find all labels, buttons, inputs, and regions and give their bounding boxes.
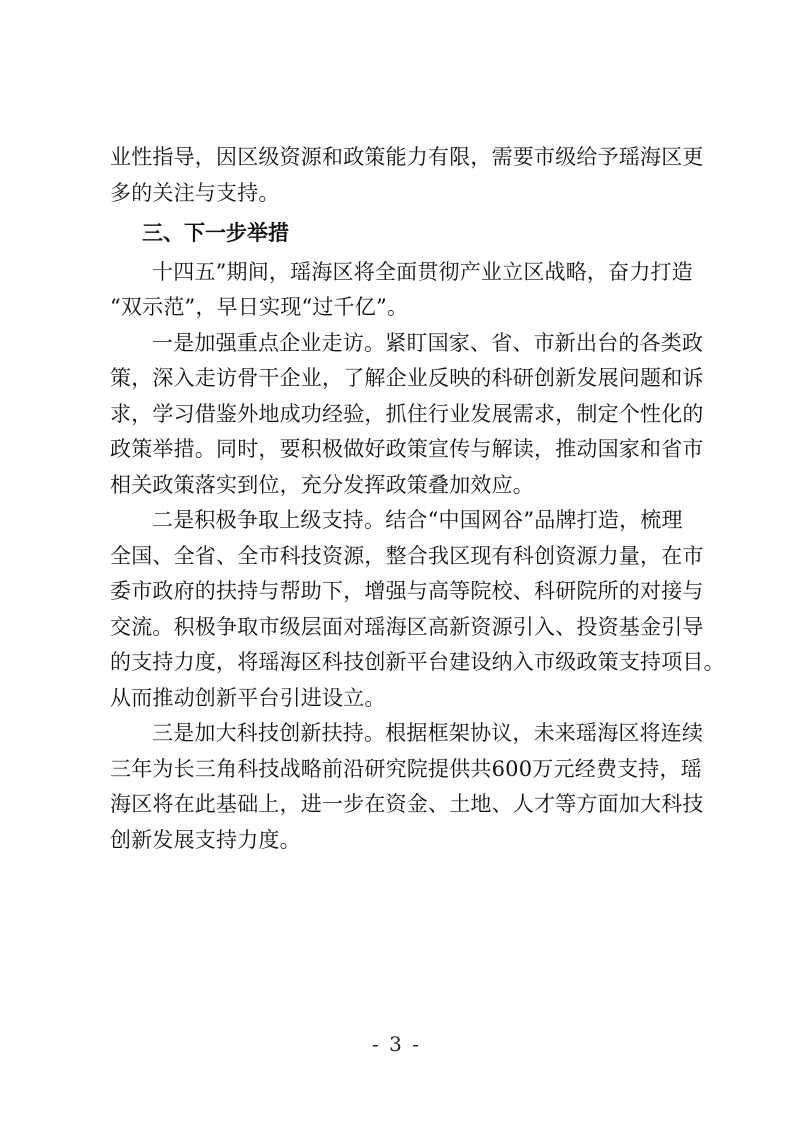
page-number: - 3 - bbox=[372, 1032, 421, 1056]
text-line: 相关政策落实到位，充分发挥政策叠加效应。 bbox=[110, 472, 534, 497]
text-line: 十四五”期间，瑶海区将全面贯彻产业立区战略，奋力打造 bbox=[152, 259, 693, 284]
paragraph bbox=[110, 140, 710, 211]
paragraph bbox=[110, 326, 710, 504]
text-line: 从而推动创新平台引进设立。 bbox=[110, 685, 386, 710]
text-line: 策，深入走访骨干企业，了解企业反映的科研创新发展问题和诉 bbox=[110, 366, 704, 390]
text-line: 全国、全省、全市科技资源，整合我区现有科创资源力量，在市 bbox=[110, 543, 704, 568]
paragraph bbox=[110, 503, 725, 716]
text-line: “双示范”，早日实现“过千亿”。 bbox=[110, 295, 409, 319]
text-line: 多的关注与支持。 bbox=[110, 180, 280, 205]
text-line: 政策举措。同时，要积极做好政策宣传与解读，推动国家和省市 bbox=[110, 437, 704, 461]
text-line: 创新发展支持力度。 bbox=[110, 827, 301, 852]
text-line: 二是积极争取上级支持。结合“中国网谷”品牌打造，梳理 bbox=[152, 508, 683, 532]
text-line: 三年为长三角科技战略前沿研究院提供共600万元经费支持，瑶 bbox=[110, 756, 702, 781]
text-line: 三是加大科技创新扶持。根据框架协议，未来瑶海区将连续 bbox=[152, 721, 704, 745]
text-line: 海区将在此基础上，进一步在资金、土地、人才等方面加大科技 bbox=[110, 792, 704, 816]
text-line: 的支持力度，将瑶海区科技创新平台建设纳入市级政策支持项目。 bbox=[110, 650, 725, 674]
paragraph bbox=[110, 716, 710, 858]
paragraph bbox=[110, 255, 710, 326]
text-line: 交流。积极争取市级层面对瑶海区高新资源引入、投资基金引导 bbox=[110, 614, 704, 639]
section-heading bbox=[110, 216, 710, 252]
text-line: 业性指导，因区级资源和政策能力有限，需要市级给予瑶海区更 bbox=[110, 145, 704, 169]
text-line: 求，学习借鉴外地成功经验，抓住行业发展需求，制定个性化的 bbox=[110, 401, 704, 426]
document-body bbox=[110, 140, 725, 858]
text-line: 一是加强重点企业走访。紧盯国家、省、市新出台的各类政 bbox=[152, 330, 704, 355]
text-line: 委市政府的扶持与帮助下，增强与高等院校、科研院所的对接与 bbox=[110, 579, 704, 603]
text-line: 三、下一步举措 bbox=[142, 221, 289, 245]
